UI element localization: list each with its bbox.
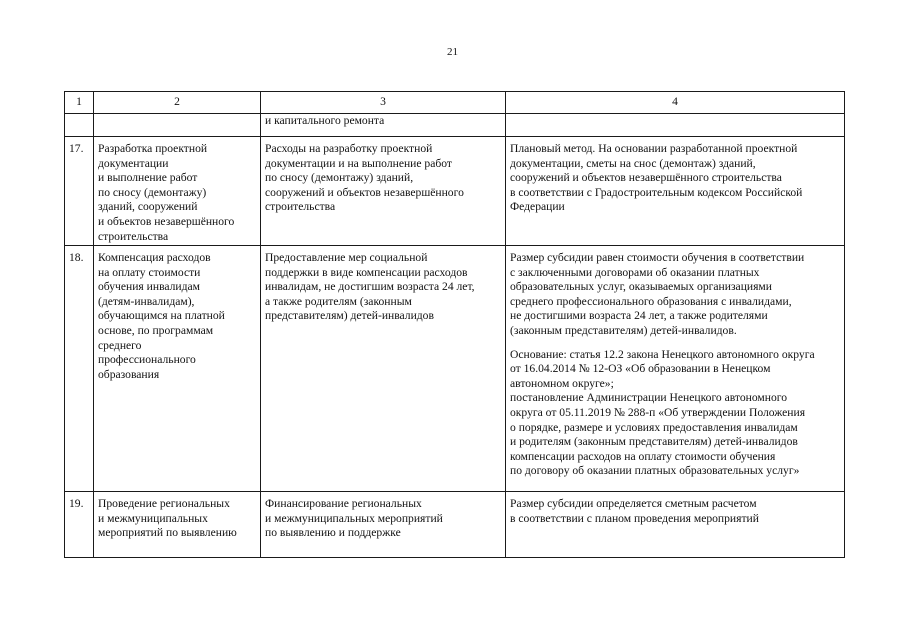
table-row xyxy=(65,492,845,558)
row-name: Проведение региональных и межмуниципальных мероприятий по выявлению xyxy=(94,492,261,558)
header-col-3: 3 xyxy=(261,92,506,114)
row-method: Размер субсидии равен стоимости обучения в соответствии с заключенными договорами об оказании платных образовательных услуг, оказываемых организациями среднего профессионального образования с инвалидами, не достигшими возраста 24 лет, а также родителями (законным представителям) детей-инвалидов. xyxy=(510,251,805,337)
row-name: Разработка проектной документации и выполнение работ по сносу (демонтажу) зданий, сооружений и объектов незавершённого строительства xyxy=(94,137,261,246)
row-method: Плановый метод. На основании разработанной проектной документации, сметы на снос (демонтаж) зданий, сооружений и объектов незавершённого строительства в соответствии с Градостроительным кодексом Российской Федерации xyxy=(510,142,803,214)
cont-expense-cell: и капитального ремонта xyxy=(261,114,506,137)
row-number: 17. xyxy=(65,137,94,246)
row-method-basis: Основание: статья 12.2 закона Ненецкого автономного округа от 16.04.2014 № 12-ОЗ «Об образовании в Ненецком автономном округе»; постановление Администрации Ненецкого автономного округа от 05.11.2019 № 288-п «Об утверждении Положения о порядке, размере и условиях предоставления инвалидам и родителям (законным представителям) детей-инвалидов компенсации расходов на оплату стоимости обучения по договору об оказании платных образовательных услуг» xyxy=(510,347,815,478)
row-method-cell xyxy=(506,246,845,492)
table-row xyxy=(65,246,845,492)
row-method-cell xyxy=(506,137,845,246)
table-header-row xyxy=(65,92,845,114)
paragraph-gap xyxy=(510,339,840,348)
page-number: 21 xyxy=(447,46,458,58)
row-expense: Расходы на разработку проектной документации и на выполнение работ по сносу (демонтажу) зданий, сооружений и объектов незавершённого строительства xyxy=(261,137,506,246)
cont-num-cell xyxy=(65,114,94,137)
row-expense: Предоставление мер социальной поддержки в виде компенсации расходов инвалидам, не достигшим возраста 24 лет, а также родителям (законным представителям) детей-инвалидов xyxy=(261,246,506,492)
header-col-4: 4 xyxy=(506,92,845,114)
table-row xyxy=(65,137,845,246)
cont-name-cell xyxy=(94,114,261,137)
row-expense: Финансирование региональных и межмуниципальных мероприятий по выявлению и поддержке xyxy=(261,492,506,558)
row-method-cell xyxy=(506,492,845,558)
row-method: Размер субсидии определяется сметным расчетом в соответствии с планом проведения мероприятий xyxy=(510,497,759,525)
header-col-2: 2 xyxy=(94,92,261,114)
header-col-1: 1 xyxy=(65,92,94,114)
methods-table xyxy=(64,91,845,558)
row-number: 19. xyxy=(65,492,94,558)
table-row-continuation xyxy=(65,114,845,137)
row-number: 18. xyxy=(65,246,94,492)
cont-method-cell xyxy=(506,114,845,137)
row-name: Компенсация расходов на оплату стоимости обучения инвалидам (детям-инвалидам), обучающимся на платной основе, по программам среднего профессионального образования xyxy=(94,246,261,492)
